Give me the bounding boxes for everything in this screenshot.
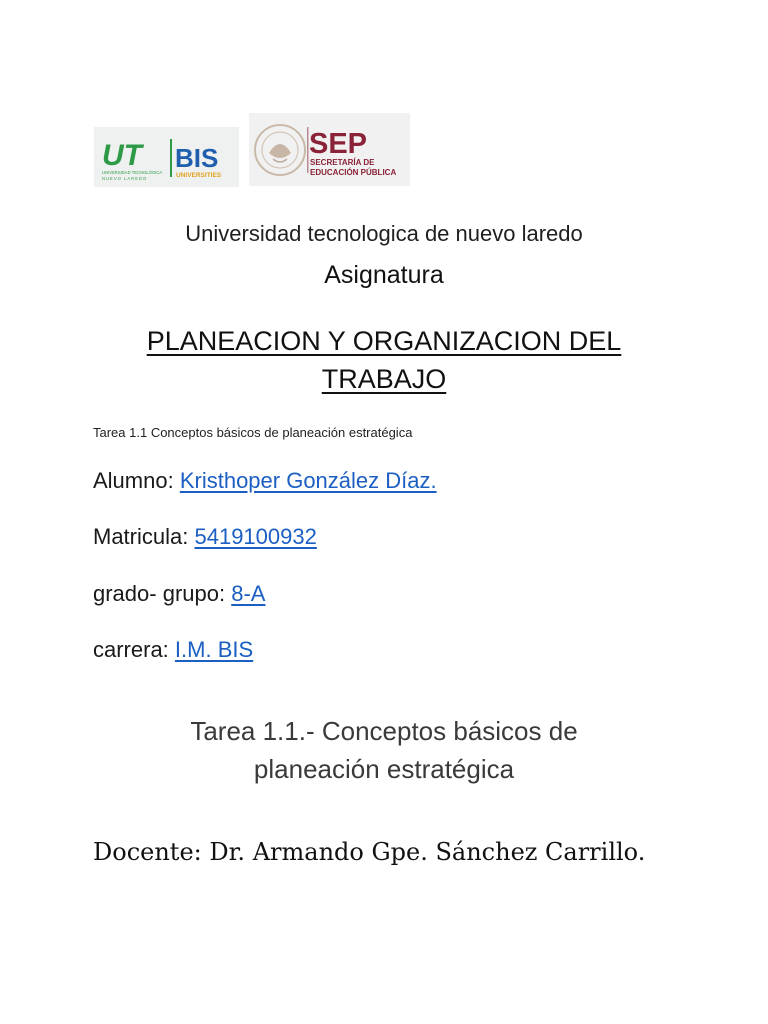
subject-title-line2: TRABAJO <box>321 364 447 394</box>
task-title <box>0 712 768 788</box>
student-link[interactable]: Kristhoper González Díaz. <box>179 468 437 493</box>
ut-logo-mark: UT <box>102 139 142 172</box>
sep-logo <box>249 113 410 186</box>
ut-bis-logo <box>94 127 239 187</box>
career-label: carrera: <box>93 637 175 662</box>
career-field <box>93 637 253 663</box>
sep-logo-sub2: EDUCACIÓN PÚBLICA <box>310 168 397 177</box>
student-field <box>93 468 437 494</box>
bis-logo-sub: UNIVERSITIES <box>176 172 222 179</box>
sep-logo-name: SEP <box>309 128 368 160</box>
ut-logo-sub2: NUEVO LAREDO <box>102 176 148 181</box>
task-title-line2: planeación estratégica <box>253 754 515 784</box>
mexico-seal-icon <box>255 125 305 175</box>
subject-title <box>0 322 768 398</box>
group-link[interactable]: 8-A <box>231 581 266 606</box>
university-name: Universidad tecnologica de nuevo laredo <box>185 221 583 246</box>
career-link[interactable]: I.M. BIS <box>174 637 254 662</box>
bis-logo-name: BIS <box>175 143 219 173</box>
sep-logo-sub1: SECRETARÍA DE <box>310 158 375 167</box>
task-subtitle: Tarea 1.1 Conceptos básicos de planeación estratégica <box>93 425 413 440</box>
teacher-name: Docente: Dr. Armando Gpe. Sánchez Carrillo. <box>93 838 646 866</box>
subject-label: Asignatura <box>324 261 444 289</box>
id-link[interactable]: 5419100932 <box>194 524 317 549</box>
ut-logo-sub1: UNIVERSIDAD TECNOLÓGICA <box>102 170 163 175</box>
task-title-line1: Tarea 1.1.- Conceptos básicos de <box>190 716 578 746</box>
student-label: Alumno: <box>93 468 180 493</box>
subject-title-line1: PLANEACION Y ORGANIZACION DEL <box>146 326 622 356</box>
group-label: grado- grupo: <box>93 581 232 606</box>
id-label: Matricula: <box>93 524 195 549</box>
id-field <box>93 524 317 550</box>
group-field <box>93 581 265 607</box>
